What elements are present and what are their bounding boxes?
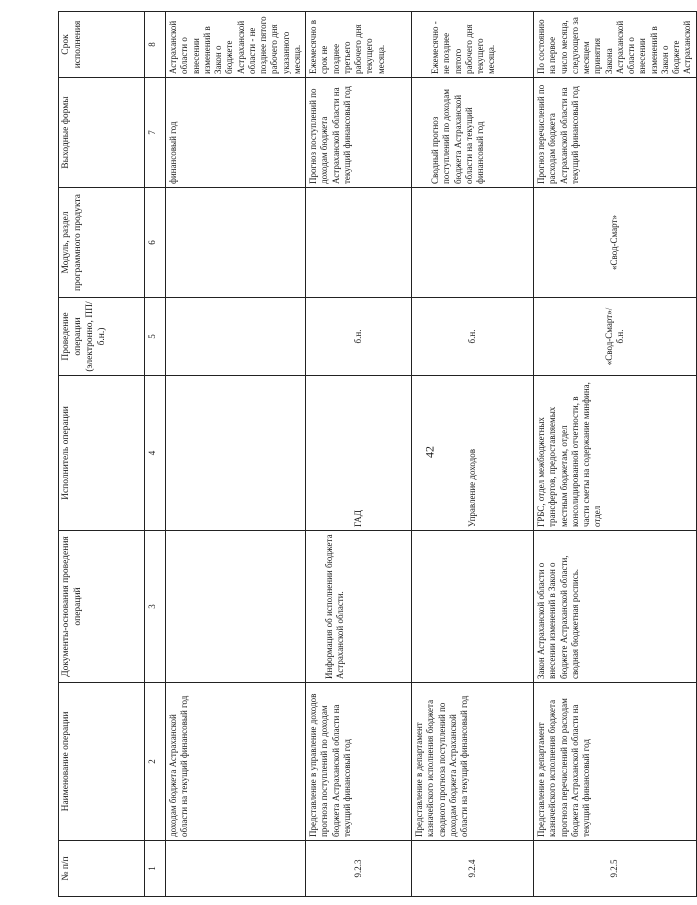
header-cell: Документы-основания проведения операций — [59, 531, 145, 683]
operation-deadline: Ежемесячно - не позднее пятого рабочего дня текущего месяца. — [412, 12, 534, 78]
column-number: 1 — [145, 841, 166, 897]
operation-documents — [166, 531, 306, 683]
column-number: 6 — [145, 188, 166, 298]
operation-deadline: По состоянию на первое число месяца, следующего за месяцем принятия Закона Астраханской области о внесении изменений в Закон о бюджете Астраханской — [534, 12, 697, 78]
operation-documents: Закон Астраханской области о внесении изменений в Закон о бюджете Астраханской области, сводная бюджетная роспись. — [534, 531, 697, 683]
operation-documents: Информация об исполнении бюджета Астраханской области. — [306, 531, 412, 683]
operation-executor — [166, 376, 306, 531]
operation-method: б.н. — [412, 298, 534, 376]
header-cell: Проведение операции (электронно, ПП/б.н.) — [59, 298, 145, 376]
column-number: 2 — [145, 683, 166, 841]
row-number — [166, 841, 306, 897]
table-row — [534, 12, 697, 897]
header-row — [59, 12, 145, 897]
operation-name: Представление в департамент казначейского исполнения бюджета сводного прогноза поступлений по доходам бюджета Астраханской области на текущий финансовый год — [412, 683, 534, 841]
operation-method — [166, 298, 306, 376]
operation-module — [166, 188, 306, 298]
operation-name: Представление в департамент казначейского исполнения бюджета прогноза перечислений по расходам бюджета Астраханской области на текущий финансовый год — [534, 683, 697, 841]
table-row — [166, 12, 306, 897]
row-number: 9.2.3 — [306, 841, 412, 897]
operation-executor: Управление доходов — [412, 376, 534, 531]
operation-documents — [412, 531, 534, 683]
column-number: 7 — [145, 78, 166, 188]
header-cell: Модуль, раздел программного продукта — [59, 188, 145, 298]
column-number: 8 — [145, 12, 166, 78]
operation-module: «Свод-Смарт» — [534, 188, 697, 298]
column-number: 3 — [145, 531, 166, 683]
operation-executor: ГРБС, отдел межбюджетных трансфертов, предоставляемых местным бюджетам, отдел консолидированной отчетности, в части сметы на содержание минфина, отдел — [534, 376, 697, 531]
operation-deadline: Ежемесячно в срок не позднее третьего рабочего дня текущего месяца. — [306, 12, 412, 78]
operation-method: б.н. — [306, 298, 412, 376]
operation-output: финансовый год — [166, 78, 306, 188]
header-cell: Исполнитель операции — [59, 376, 145, 531]
operation-module — [412, 188, 534, 298]
header-cell: Срок исполнения — [59, 12, 145, 78]
operation-name: доходам бюджета Астраханской области на текущий финансовый год — [166, 683, 306, 841]
operation-output: Прогноз поступлений по доходам бюджета Астраханской области на текущий финансовый год — [306, 78, 412, 188]
table-row — [306, 12, 412, 897]
operation-executor: ГАД — [306, 376, 412, 531]
row-number: 9.2.5 — [534, 841, 697, 897]
operation-module — [306, 188, 412, 298]
header-cell: Наименование операции — [59, 683, 145, 841]
table-row — [412, 12, 534, 897]
operation-name: Представление в управление доходов прогноза поступлений по доходам бюджета Астраханской области на текущий финансовый год — [306, 683, 412, 841]
operation-output: Сводный прогноз поступлений по доходам бюджета Астраханской области на текущий финансовый год — [412, 78, 534, 188]
row-number: 9.2.4 — [412, 841, 534, 897]
header-cell: Выходные формы — [59, 78, 145, 188]
operations-table — [58, 11, 697, 897]
column-number: 5 — [145, 298, 166, 376]
operation-method: «Свод-Смарт»/ б.н. — [534, 298, 697, 376]
operation-deadline: Астраханской области о внесении изменений в Закон о бюджете Астраханской области - не позднее пятого рабочего дня указанного месяца. — [166, 12, 306, 78]
column-number-row — [145, 12, 166, 897]
column-number: 4 — [145, 376, 166, 531]
operation-output: Прогноз перечислений по расходам бюджета Астраханской области на текущий финансовый год — [534, 78, 697, 188]
header-cell: № п/п — [59, 841, 145, 897]
rotated-page-content — [58, 12, 693, 897]
page-number: 42 — [422, 446, 437, 458]
